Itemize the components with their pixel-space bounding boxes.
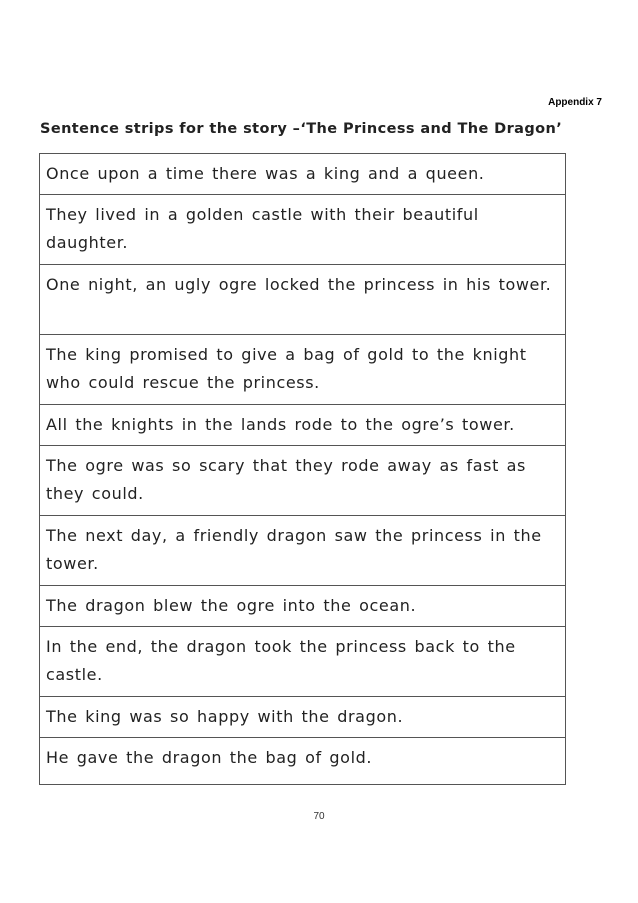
sentence-strip: The dragon blew the ogre into the ocean. bbox=[40, 586, 565, 627]
page-number: 70 bbox=[313, 811, 325, 822]
appendix-label: Appendix 7 bbox=[548, 97, 602, 108]
document-title: Sentence strips for the story –‘The Princess and The Dragon’ bbox=[40, 121, 563, 137]
sentence-strip: The king was so happy with the dragon. bbox=[40, 697, 565, 738]
sentence-strip: All the knights in the lands rode to the ogre’s tower. bbox=[40, 405, 565, 446]
sentence-strip: In the end, the dragon took the princess back to the castle. bbox=[40, 627, 565, 697]
sentence-strips-table bbox=[39, 153, 566, 785]
sentence-strip: One night, an ugly ogre locked the princess in his tower. bbox=[40, 265, 565, 335]
sentence-strip: They lived in a golden castle with their beautiful daughter. bbox=[40, 195, 565, 265]
sentence-strip: Once upon a time there was a king and a queen. bbox=[40, 154, 565, 195]
sentence-strip: He gave the dragon the bag of gold. bbox=[46, 748, 373, 767]
sentence-strip: The ogre was so scary that they rode away as fast as they could. bbox=[40, 446, 565, 516]
sentence-strip: The next day, a friendly dragon saw the princess in the tower. bbox=[40, 516, 565, 586]
sentence-strip: The king promised to give a bag of gold to the knight who could rescue the princess. bbox=[40, 335, 565, 405]
